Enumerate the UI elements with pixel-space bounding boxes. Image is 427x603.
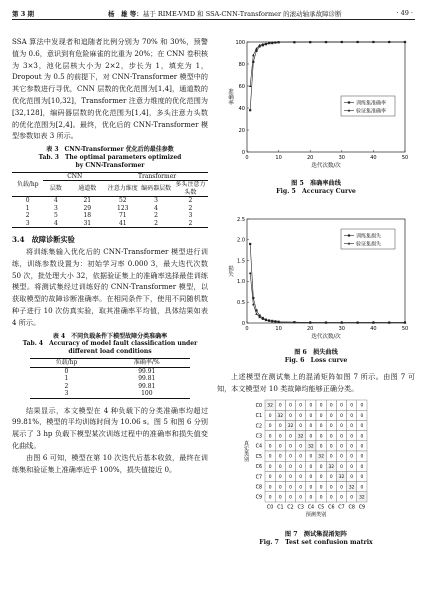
table-cell: 3 [64, 390, 69, 398]
row-label: C0 [255, 403, 262, 409]
matrix-value: 0 [289, 434, 292, 440]
matrix-value: 32 [318, 454, 324, 460]
x-tick-label: 0 [245, 326, 249, 333]
table-cell: 21 [83, 197, 92, 205]
matrix-value: 0 [319, 485, 323, 491]
matrix-value: 0 [268, 454, 272, 460]
matrix-value: 0 [299, 403, 303, 409]
matrix-value: 0 [289, 464, 292, 470]
matrix-value: 0 [309, 464, 313, 470]
matrix-value: 0 [340, 424, 343, 430]
matrix-value: 0 [329, 475, 333, 481]
table-cell: 2 [154, 219, 158, 227]
table-3-head-cnn: CNN [43, 172, 106, 181]
matrix-value: 0 [340, 485, 343, 491]
matrix-value: 0 [329, 413, 333, 419]
table-row [30, 390, 191, 398]
matrix-value: 0 [309, 495, 313, 501]
y-tick-label: 1.5 [237, 258, 245, 265]
matrix-value: 32 [328, 464, 335, 470]
table-3-col: 编码器层数 [141, 184, 172, 192]
legend-label: 训练集准确率 [356, 100, 387, 107]
matrix-value: 0 [360, 434, 364, 440]
fig-6-caption-cn: 图 6 损失曲线 [294, 349, 338, 357]
column-label: C5 [317, 505, 325, 511]
row-label: C2 [255, 424, 262, 430]
matrix-value: 0 [268, 495, 272, 501]
table-row [12, 205, 208, 213]
table-row [30, 367, 191, 375]
y-axis-label: 真实类别 [243, 440, 249, 462]
matrix-value: 0 [340, 403, 343, 409]
matrix-value: 0 [329, 485, 333, 491]
matrix-value: 0 [299, 413, 303, 419]
table-3-col: 注意力维度 [107, 184, 138, 192]
data-point [249, 85, 252, 87]
y-tick-label: 0 [241, 320, 245, 327]
table-cell: 4 [154, 204, 158, 212]
matrix-value: 0 [329, 424, 333, 430]
x-tick-label: 50 [401, 326, 409, 333]
matrix-value: 0 [350, 434, 354, 440]
y-tick-label: 40 [238, 105, 245, 112]
matrix-value: 0 [268, 475, 272, 481]
matrix-value: 0 [278, 475, 282, 481]
accuracy-curve-chart [217, 36, 415, 176]
x-tick-label: 50 [401, 155, 409, 161]
column-label: C3 [297, 505, 304, 511]
matrix-value: 0 [319, 403, 323, 409]
y-axis-label: 损失 [227, 265, 233, 277]
row-label: C3 [255, 434, 262, 440]
right-column [217, 36, 415, 546]
table-3-caption-en-line1: Tab. 3 The optimal parameters optimized [38, 153, 182, 161]
data-point [249, 109, 251, 111]
matrix-value: 0 [268, 424, 272, 430]
table-row [12, 197, 208, 205]
header-rule [12, 19, 415, 20]
row-label: C5 [255, 454, 262, 460]
matrix-value: 0 [289, 495, 292, 501]
matrix-value: 0 [329, 403, 333, 409]
y-tick-label: 0.5 [237, 300, 245, 307]
table-3-caption-en [12, 154, 208, 162]
table-4-caption-en-line1: Tab. 4 Accuracy of model fault classification under [22, 340, 198, 348]
matrix-value: 32 [297, 434, 304, 440]
table-3-col: 多头注意力头数 [175, 181, 206, 196]
y-tick-label: 60 [238, 83, 245, 90]
matrix-value: 0 [299, 464, 303, 470]
matrix-value: 32 [267, 403, 273, 409]
series-line-2 [250, 273, 405, 323]
matrix-value: 0 [278, 454, 282, 460]
table-cell: 123 [117, 204, 129, 212]
matrix-value: 0 [289, 475, 292, 481]
table-cell: 1 [25, 204, 30, 212]
paragraph-confusion: 上述模型在测试集上的混淆矩阵如图 7 所示。由图 7 可知，本文模型对 10 类故障均能够正确分类。 [217, 372, 415, 394]
fig-7-caption-en: Fig. 7 Test set confusion matrix [259, 538, 373, 546]
table-3 [12, 146, 208, 228]
legend-marker [348, 235, 350, 237]
matrix-value: 0 [299, 444, 303, 450]
matrix-value: 0 [278, 434, 282, 440]
data-point [252, 54, 255, 56]
matrix-value: 0 [299, 495, 303, 501]
matrix-value: 0 [268, 464, 272, 470]
y-tick-label: 100 [235, 39, 245, 46]
y-tick-label: 2.5 [237, 216, 245, 223]
matrix-value: 0 [289, 403, 292, 409]
table-4-caption-en-line2: different load conditions [68, 348, 152, 356]
column-label: C0 [266, 505, 274, 511]
matrix-value: 0 [360, 454, 364, 460]
matrix-value: 0 [278, 464, 282, 470]
x-axis-label: 预测类别 [305, 511, 327, 518]
running-title [108, 9, 342, 18]
fig-5-caption-cn: 图 5 准确率曲线 [291, 180, 341, 187]
matrix-value: 0 [309, 485, 313, 491]
table-cell: 5 [53, 212, 58, 220]
matrix-value: 0 [350, 475, 354, 481]
table-cell: 31 [83, 219, 92, 227]
row-label: C8 [255, 485, 262, 491]
page-number: · 49 · [396, 9, 413, 17]
matrix-value: 0 [350, 495, 354, 501]
table-cell: 3 [154, 197, 158, 205]
matrix-value: 0 [309, 413, 313, 419]
matrix-value: 0 [289, 444, 292, 450]
y-tick-label: 80 [238, 61, 245, 68]
matrix-value: 0 [340, 464, 343, 470]
data-point [249, 272, 252, 274]
table-cell: 41 [118, 219, 127, 227]
matrix-value: 0 [319, 434, 323, 440]
table-4 [12, 333, 208, 399]
table-cell: 99.81 [138, 382, 156, 390]
x-axis-label: 迭代次数/次 [311, 334, 341, 341]
matrix-value: 0 [268, 444, 272, 450]
column-label: C1 [277, 505, 284, 511]
matrix-value: 0 [319, 475, 323, 481]
column-label: C7 [338, 505, 345, 511]
table-cell: 2 [64, 382, 69, 390]
table-row [30, 375, 191, 383]
fig-6-caption-en: Fig. 6 Loss curve [284, 356, 348, 364]
column-label: C6 [328, 505, 335, 511]
matrix-value: 0 [299, 485, 303, 491]
matrix-value: 0 [329, 444, 333, 450]
paragraph-ssa-params: SSA 算法中发现者和追随者比例分别为 70% 和 30%，预警值为 0.6，意识到有危险麻雀的比重为 20%；在 CNN 卷积核为 3×3，池化层核大小为 2×2，步长为 1，填充为 1，Dropout 为 0.5 的前提下，对 CNN-Transformer 模型中的其它参数进行寻优，CNN 层数的优化范围为[1,4]，通道数的优化范围为[10,32]，Transformer 注意力维度的优化范围为[32,128]，编码器层数的优化范围为[1,4]，多头注意力头数的优化范围为[2,4]。最终，优化后的 CNN-Transformer 模型参数如表 3 所示。 [12, 37, 208, 141]
column-label: C2 [287, 505, 294, 511]
legend-label: 训练集损失 [356, 233, 382, 240]
paragraph-results: 结果显示，本文模型在 4 种负载下的分类准确率均超过 99.81%，模型的平均训练时间为 10.06 s。图 5 和图 6 分别展示了 3 hp 负载下模型某次训练过程中的准确率和损失值变化曲线。 [12, 405, 208, 450]
table-3-grid [12, 172, 208, 229]
matrix-value: 0 [360, 464, 364, 470]
matrix-value: 32 [287, 424, 294, 430]
column-label: C8 [348, 505, 355, 511]
matrix-value: 0 [289, 413, 292, 419]
matrix-value: 0 [350, 454, 354, 460]
data-point [252, 303, 255, 305]
matrix-value: 32 [338, 475, 345, 481]
matrix-value: 0 [350, 464, 354, 470]
table-4-caption-cn: 表 4 不同负载条件下模型故障分类准确率 [52, 332, 168, 340]
matrix-value: 0 [278, 403, 282, 409]
matrix-value: 0 [340, 454, 343, 460]
x-tick-label: 30 [338, 326, 345, 333]
x-tick-label: 40 [370, 155, 377, 161]
table-row [30, 383, 191, 391]
matrix-value: 0 [319, 464, 323, 470]
matrix-value: 0 [340, 434, 343, 440]
table-cell: 2 [188, 197, 193, 205]
matrix-value: 0 [329, 454, 333, 460]
matrix-value: 0 [268, 485, 272, 491]
table-cell: 0 [25, 197, 30, 205]
table-cell: 2 [188, 219, 193, 227]
x-axis-label: 迭代次数/次 [311, 163, 341, 169]
matrix-value: 0 [340, 495, 343, 501]
matrix-value: 0 [309, 424, 313, 430]
table-cell: 0 [64, 367, 69, 375]
table-cell: 18 [83, 212, 92, 220]
table-cell: 29 [83, 204, 92, 212]
row-label: C4 [255, 444, 262, 450]
matrix-value: 0 [350, 444, 354, 450]
x-tick-label: 40 [370, 326, 377, 333]
left-column [12, 36, 208, 475]
matrix-value: 0 [309, 434, 313, 440]
matrix-value: 0 [309, 475, 313, 481]
issue-number: 第 3 期 [12, 10, 35, 18]
table-3-head-transformer: Transformer [106, 172, 208, 181]
table-cell: 4 [53, 219, 58, 227]
matrix-value: 0 [268, 434, 272, 440]
table-cell: 52 [118, 197, 127, 205]
matrix-value: 0 [350, 424, 354, 430]
column-label: C4 [307, 505, 315, 511]
matrix-value: 0 [360, 444, 364, 450]
y-tick-label: 0 [241, 149, 245, 156]
matrix-value: 0 [329, 495, 333, 501]
matrix-value: 0 [340, 413, 343, 419]
row-label: C6 [255, 465, 262, 471]
running-paper-title: 基于 RIME-VMD 和 SSA-CNN-Transformer 的滚动轴承故障诊断 [142, 10, 342, 18]
y-axis-label: 准确率 [227, 88, 233, 106]
matrix-value: 0 [350, 413, 354, 419]
matrix-value: 0 [309, 403, 313, 409]
matrix-value: 0 [289, 454, 292, 460]
data-point [249, 243, 251, 245]
table-cell: 71 [118, 212, 127, 220]
x-tick-label: 0 [245, 155, 249, 161]
page-header [0, 0, 427, 26]
x-tick-label: 20 [307, 326, 314, 333]
running-authors: 杨 雄 等： [108, 10, 143, 18]
matrix-value: 0 [278, 444, 282, 450]
matrix-value: 0 [278, 485, 282, 491]
legend-label: 验证集准确率 [356, 108, 387, 115]
table-cell: 1 [64, 375, 69, 383]
x-tick-label: 10 [275, 326, 282, 333]
table-3-caption-en-line2: by CNN-Transformer [75, 161, 145, 169]
table-cell: 99.81 [138, 375, 156, 383]
matrix-value: 0 [329, 434, 333, 440]
y-tick-label: 1.0 [237, 279, 245, 286]
table-cell: 4 [53, 197, 58, 205]
series-line-1 [250, 244, 405, 323]
matrix-value: 32 [277, 413, 284, 419]
series-line-2 [250, 42, 405, 86]
paragraph-experiment: 将训练集输入优化后的 CNN-Transformer 模型进行训练，训练参数设置为：初始学习率 0.000 3，最大迭代次数 50 次，批处理大小 32，依据验证集上的准确率选择最佳训练模型。将测试集经过训练好的 CNN-Transformer 模型，以获取模型的故障诊断准确率。在相同条件下，使用不同随机数种子进行 10 次仿真实验，取其准确率平均值，具体结果如表 4 所示。 [12, 247, 208, 327]
table-3-caption-cn: 表 3 CNN-Transformer 优化后的最佳参数 [46, 146, 174, 154]
matrix-value: 0 [289, 485, 292, 491]
table-cell: 2 [25, 212, 30, 220]
matrix-value: 0 [299, 424, 303, 430]
matrix-value: 0 [360, 413, 364, 419]
table-4-head-load: 负载/hp [55, 359, 78, 367]
column-label: C9 [358, 505, 366, 511]
table-cell: 2 [154, 212, 158, 220]
matrix-value: 0 [360, 475, 364, 481]
legend-marker [348, 101, 350, 103]
matrix-value: 32 [359, 495, 365, 501]
table-4-head-acc: 准确率/% [133, 359, 160, 367]
loss-curve-chart [217, 213, 415, 345]
table-cell: 2 [188, 204, 193, 212]
matrix-value: 32 [308, 444, 314, 450]
matrix-value: 32 [348, 485, 355, 491]
matrix-value: 0 [360, 485, 364, 491]
section-heading: 3.4 故障诊断实验 [12, 235, 75, 245]
matrix-value: 0 [319, 444, 323, 450]
y-tick-label: 20 [238, 127, 245, 134]
legend-label: 验证集损失 [356, 241, 382, 248]
table-row [12, 212, 208, 220]
matrix-value: 0 [278, 424, 282, 430]
matrix-value: 0 [299, 475, 303, 481]
matrix-value: 0 [319, 495, 323, 501]
fig-7-caption-cn: 图 7 测试集混淆矩阵 [284, 530, 348, 538]
matrix-value: 0 [360, 403, 364, 409]
table-cell: 3 [25, 219, 30, 227]
x-tick-label: 10 [275, 155, 282, 161]
fig-5-caption-en: Fig. 5 Accuracy Curve [276, 187, 356, 195]
matrix-value: 0 [340, 444, 343, 450]
matrix-value: 0 [299, 454, 303, 460]
matrix-value: 0 [268, 413, 272, 419]
row-label: C7 [255, 475, 262, 481]
table-cell: 100 [141, 390, 153, 398]
data-point [255, 313, 258, 315]
table-3-head-load: 负载/hp [12, 172, 43, 197]
x-tick-label: 20 [307, 155, 314, 161]
matrix-value: 0 [360, 424, 364, 430]
table-row [12, 220, 208, 228]
y-tick-label: 2.0 [237, 237, 245, 244]
row-label: C9 [255, 495, 262, 501]
table-cell: 3 [188, 212, 193, 220]
matrix-value: 0 [319, 413, 323, 419]
paragraph-convergence: 由图 6 可知，模型在第 10 次迭代后基本收敛，最终在训练集和验证集上准确率近乎 100%，损失值接近 0。 [12, 452, 208, 474]
matrix-value: 0 [350, 403, 354, 409]
x-tick-label: 30 [338, 155, 345, 161]
table-3-col: 通道数 [78, 184, 97, 192]
table-4-grid [30, 358, 191, 399]
matrix-value: 0 [309, 454, 313, 460]
matrix-value: 0 [278, 495, 282, 501]
table-3-col: 层数 [49, 184, 62, 192]
table-cell: 99.91 [138, 367, 156, 375]
confusion-matrix-chart [217, 397, 415, 527]
row-label: C1 [255, 414, 262, 420]
matrix-value: 0 [319, 424, 323, 430]
table-cell: 3 [53, 204, 58, 212]
